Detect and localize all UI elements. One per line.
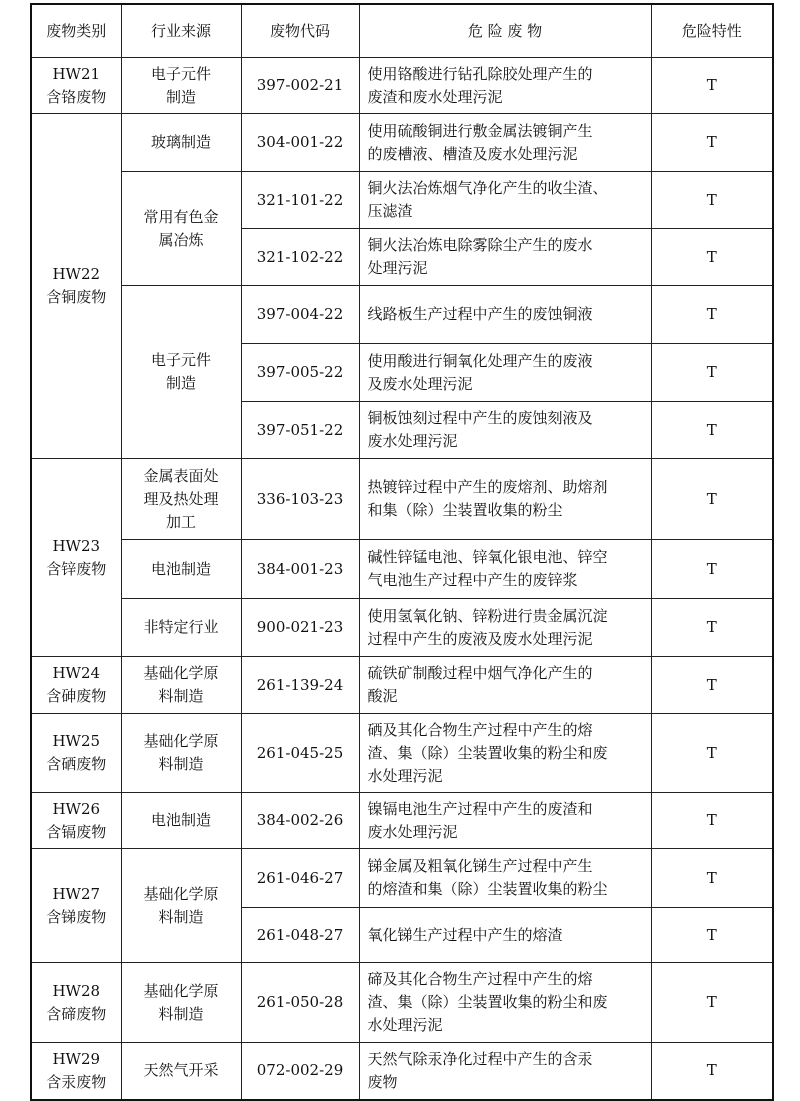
code-cell: 261-048-27 — [241, 908, 359, 963]
source-cell — [121, 114, 241, 172]
hazard-cell: T — [651, 286, 773, 344]
waste-cell — [359, 58, 651, 114]
header-source: 行业来源 — [121, 4, 241, 58]
code-cell: 261-050-28 — [241, 963, 359, 1043]
code-cell: 384-001-23 — [241, 540, 359, 599]
category-cell-line: HW24 — [52, 664, 101, 682]
category-cell-line: HW28 — [52, 981, 101, 1000]
source-cell-line: 天然气开采 — [143, 1061, 219, 1080]
code-cell: 261-045-25 — [241, 714, 359, 793]
source-cell — [121, 459, 241, 540]
waste-cell — [359, 963, 651, 1043]
waste-cell-line: 处理污泥 — [367, 259, 428, 277]
code-cell: 397-005-22 — [241, 344, 359, 402]
waste-cell-line: 废水处理污泥 — [367, 432, 458, 450]
waste-cell — [359, 908, 651, 963]
source-cell — [121, 1043, 241, 1100]
hazard-cell: T — [651, 229, 773, 286]
waste-cell-line: 的熔渣和集（除）尘装置收集的粉尘 — [367, 880, 608, 898]
table-row — [31, 1043, 773, 1100]
waste-cell-line: 水处理污泥 — [367, 766, 443, 785]
category-cell — [31, 657, 121, 714]
category-cell — [31, 793, 121, 849]
header-waste: 危 险 废 物 — [359, 4, 651, 58]
header-row — [31, 4, 773, 58]
source-cell-line: 料制造 — [158, 1004, 204, 1023]
category-cell-line: HW21 — [52, 64, 101, 83]
category-cell-line: HW25 — [52, 732, 101, 750]
waste-cell-line: 碲及其化合物生产过程中产生的熔 — [367, 970, 593, 988]
category-cell-line: 含碲废物 — [46, 1004, 107, 1023]
hazard-cell: T — [651, 793, 773, 849]
category-cell-line: HW27 — [52, 884, 101, 903]
waste-cell-line: 渣、集（除）尘装置收集的粉尘和废 — [367, 743, 608, 762]
waste-cell-line: 硒及其化合物生产过程中产生的熔 — [367, 720, 593, 739]
hazardous-waste-table — [30, 3, 774, 1101]
waste-cell-line: 天然气除汞净化过程中产生的含汞 — [367, 1049, 593, 1068]
category-cell-line: 含汞废物 — [46, 1072, 107, 1091]
source-cell — [121, 657, 241, 714]
category-cell — [31, 849, 121, 963]
category-cell — [31, 1043, 121, 1100]
category-cell-line: HW22 — [52, 265, 101, 283]
waste-cell — [359, 1043, 651, 1100]
source-cell — [121, 540, 241, 599]
source-cell-line: 电子元件 — [150, 64, 211, 83]
waste-cell-line: 镍镉电池生产过程中产生的废渣和 — [367, 799, 593, 818]
waste-cell — [359, 344, 651, 402]
waste-cell-line: 渣、集（除）尘装置收集的粉尘和废 — [367, 993, 608, 1011]
category-cell — [31, 714, 121, 793]
category-cell — [31, 963, 121, 1043]
source-cell — [121, 963, 241, 1043]
source-cell-line: 理及热处理 — [143, 489, 219, 508]
hazard-cell: T — [651, 344, 773, 402]
waste-cell-line: 压滤渣 — [367, 202, 413, 220]
table-row — [31, 599, 773, 657]
hazard-cell: T — [651, 402, 773, 459]
waste-cell-line: 铜火法冶炼烟气净化产生的收尘渣、 — [367, 179, 608, 197]
category-cell-line: HW26 — [52, 799, 101, 818]
code-cell: 072-002-29 — [241, 1043, 359, 1100]
category-cell-line: 含砷废物 — [46, 687, 107, 705]
waste-cell-line: 使用硫酸铜进行敷金属法镀铜产生 — [367, 121, 593, 140]
waste-cell — [359, 229, 651, 286]
source-cell-line: 料制造 — [158, 907, 204, 926]
source-cell — [121, 849, 241, 963]
code-cell: 261-139-24 — [241, 657, 359, 714]
table-row — [31, 58, 773, 114]
table-row — [31, 540, 773, 599]
source-cell-line: 电池制造 — [150, 811, 211, 829]
waste-cell-line: 硫铁矿制酸过程中烟气净化产生的 — [367, 664, 593, 682]
category-cell — [31, 459, 121, 657]
waste-cell-line: 热镀锌过程中产生的废熔剂、助熔剂 — [367, 478, 608, 496]
category-cell-line: HW23 — [52, 536, 101, 555]
source-cell-line: 基础化学原 — [143, 884, 219, 903]
waste-cell — [359, 172, 651, 229]
hazard-cell: T — [651, 963, 773, 1043]
category-cell-line: 含锑废物 — [46, 907, 107, 926]
source-cell-line: 金属表面处 — [143, 466, 219, 485]
source-cell — [121, 286, 241, 459]
waste-cell-line: 过程中产生的废液及废水处理污泥 — [367, 629, 593, 648]
category-cell-line: 含铬废物 — [46, 87, 107, 106]
waste-cell-line: 废渣和废水处理污泥 — [367, 87, 503, 106]
waste-cell — [359, 599, 651, 657]
source-cell-line: 基础化学原 — [143, 732, 219, 750]
table-row — [31, 714, 773, 793]
waste-cell — [359, 714, 651, 793]
source-cell — [121, 58, 241, 114]
table-row — [31, 793, 773, 849]
hazard-cell: T — [651, 172, 773, 229]
source-cell-line: 制造 — [165, 374, 196, 392]
waste-cell-line: 酸泥 — [367, 687, 398, 705]
waste-cell-line: 使用铬酸进行钻孔除胶处理产生的 — [367, 64, 593, 83]
waste-cell — [359, 114, 651, 172]
waste-cell-line: 水处理污泥 — [367, 1016, 443, 1034]
code-cell: 321-101-22 — [241, 172, 359, 229]
source-cell-line: 玻璃制造 — [150, 133, 211, 151]
waste-cell — [359, 849, 651, 908]
table-row — [31, 657, 773, 714]
table-row — [31, 286, 773, 344]
hazard-cell: T — [651, 58, 773, 114]
waste-cell-line: 的废槽液、槽渣及废水处理污泥 — [367, 144, 578, 163]
hazard-cell: T — [651, 849, 773, 908]
category-cell-line: 含硒废物 — [46, 755, 107, 773]
code-cell: 304-001-22 — [241, 114, 359, 172]
code-cell: 321-102-22 — [241, 229, 359, 286]
source-cell — [121, 599, 241, 657]
waste-cell-line: 废物 — [367, 1072, 398, 1091]
category-cell-line: 含锌废物 — [46, 559, 107, 578]
waste-cell — [359, 286, 651, 344]
category-cell-line: 含镉废物 — [46, 822, 107, 841]
waste-cell-line: 氧化锑生产过程中产生的熔渣 — [367, 925, 563, 944]
waste-cell-line: 使用氢氧化钠、锌粉进行贵金属沉淀 — [367, 606, 608, 625]
table-row — [31, 172, 773, 229]
waste-cell-line: 锑金属及粗氧化锑生产过程中产生 — [367, 857, 593, 875]
category-cell-line: HW29 — [52, 1049, 101, 1068]
category-cell — [31, 58, 121, 114]
code-cell: 397-002-21 — [241, 58, 359, 114]
waste-cell-line: 和集（除）尘装置收集的粉尘 — [367, 501, 563, 519]
waste-cell-line: 及废水处理污泥 — [367, 374, 473, 393]
source-cell-line: 电池制造 — [150, 559, 211, 578]
source-cell-line: 非特定行业 — [143, 618, 219, 636]
source-cell-line: 料制造 — [158, 755, 204, 773]
hazard-cell: T — [651, 599, 773, 657]
code-cell: 397-051-22 — [241, 402, 359, 459]
table-body — [31, 58, 773, 1100]
source-cell — [121, 172, 241, 286]
waste-cell-line: 废水处理污泥 — [367, 822, 458, 841]
table-row — [31, 849, 773, 908]
code-cell: 261-046-27 — [241, 849, 359, 908]
waste-cell-line: 气电池生产过程中产生的废锌浆 — [367, 571, 578, 589]
source-cell-line: 基础化学原 — [143, 664, 219, 682]
waste-cell — [359, 793, 651, 849]
hazard-cell: T — [651, 714, 773, 793]
hazard-cell: T — [651, 540, 773, 599]
source-cell-line: 电子元件 — [150, 351, 211, 369]
source-cell-line: 属冶炼 — [158, 230, 204, 249]
category-cell-line: 含铜废物 — [46, 288, 107, 306]
waste-cell-line: 铜板蚀刻过程中产生的废蚀刻液及 — [367, 409, 593, 427]
header-hazard: 危险特性 — [651, 4, 773, 58]
hazard-cell: T — [651, 908, 773, 963]
code-cell: 900-021-23 — [241, 599, 359, 657]
waste-cell — [359, 402, 651, 459]
hazard-cell: T — [651, 459, 773, 540]
code-cell: 336-103-23 — [241, 459, 359, 540]
waste-cell-line: 碱性锌锰电池、锌氧化银电池、锌空 — [367, 548, 608, 566]
source-cell-line: 常用有色金 — [143, 207, 219, 226]
source-cell-line: 加工 — [165, 512, 196, 531]
waste-cell-line: 线路板生产过程中产生的废蚀铜液 — [367, 305, 593, 323]
code-cell: 397-004-22 — [241, 286, 359, 344]
waste-cell — [359, 540, 651, 599]
header-category: 废物类别 — [31, 4, 121, 58]
category-cell — [31, 114, 121, 459]
source-cell-line: 基础化学原 — [143, 981, 219, 1000]
waste-cell-line: 铜火法冶炼电除雾除尘产生的废水 — [367, 236, 593, 254]
waste-cell — [359, 459, 651, 540]
source-cell — [121, 714, 241, 793]
hazard-cell: T — [651, 114, 773, 172]
waste-cell — [359, 657, 651, 714]
code-cell: 384-002-26 — [241, 793, 359, 849]
source-cell-line: 制造 — [165, 87, 196, 106]
header-code: 废物代码 — [241, 4, 359, 58]
hazard-cell: T — [651, 1043, 773, 1100]
hazard-cell: T — [651, 657, 773, 714]
table-row — [31, 114, 773, 172]
waste-cell-line: 使用酸进行铜氧化处理产生的废液 — [367, 351, 593, 370]
table-row — [31, 459, 773, 540]
source-cell-line: 料制造 — [158, 687, 204, 705]
table-row — [31, 963, 773, 1043]
source-cell — [121, 793, 241, 849]
